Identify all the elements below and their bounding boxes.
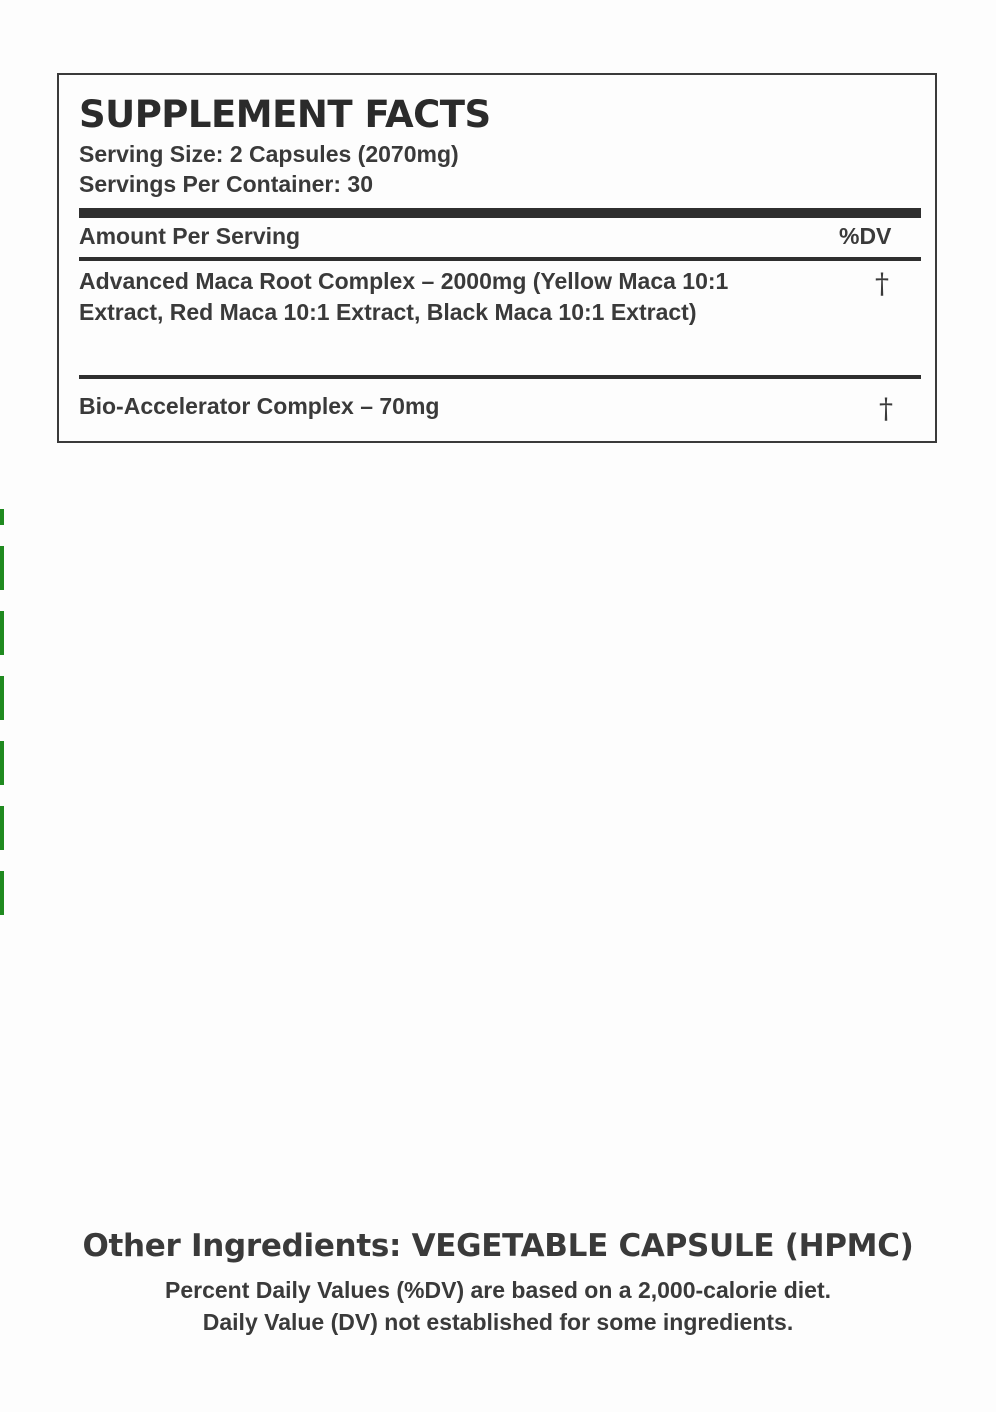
- footnote-dv-not-established: Daily Value (DV) not established for some ingredients.: [202, 1309, 794, 1335]
- ingredient-dv-maca: †: [875, 267, 889, 300]
- edge-mark: [0, 676, 4, 720]
- edge-mark: [0, 546, 4, 590]
- divider: [79, 375, 921, 379]
- ingredient-row-maca: Advanced Maca Root Complex – 2000mg (Yellow Maca 10:1 Extract, Red Maca 10:1 Extract, Black Maca 10:1 Extract): [79, 268, 729, 325]
- edge-mark: [0, 741, 4, 785]
- thick-divider: [79, 208, 921, 218]
- divider: [79, 257, 921, 261]
- facts-title: SUPPLEMENT FACTS: [79, 93, 491, 136]
- edge-mark: [0, 806, 4, 850]
- ingredient-row-bio-accelerator: Bio-Accelerator Complex – 70mg: [79, 393, 440, 419]
- amount-per-serving-header: Amount Per Serving: [79, 223, 301, 249]
- other-ingredients: Other Ingredients: VEGETABLE CAPSULE (HPMC): [82, 1228, 914, 1264]
- edge-mark: [0, 509, 4, 525]
- dv-header: %DV: [839, 223, 892, 249]
- footnote-dv-basis: Percent Daily Values (%DV) are based on a 2,000-calorie diet.: [164, 1277, 831, 1303]
- ingredient-dv-bio-accelerator: †: [879, 392, 893, 425]
- edge-mark: [0, 611, 4, 655]
- serving-size: Serving Size: 2 Capsules (2070mg): [79, 141, 459, 167]
- servings-per-container: Servings Per Container: 30: [79, 171, 373, 197]
- supplement-facts-panel: [57, 73, 937, 443]
- edge-mark: [0, 871, 4, 915]
